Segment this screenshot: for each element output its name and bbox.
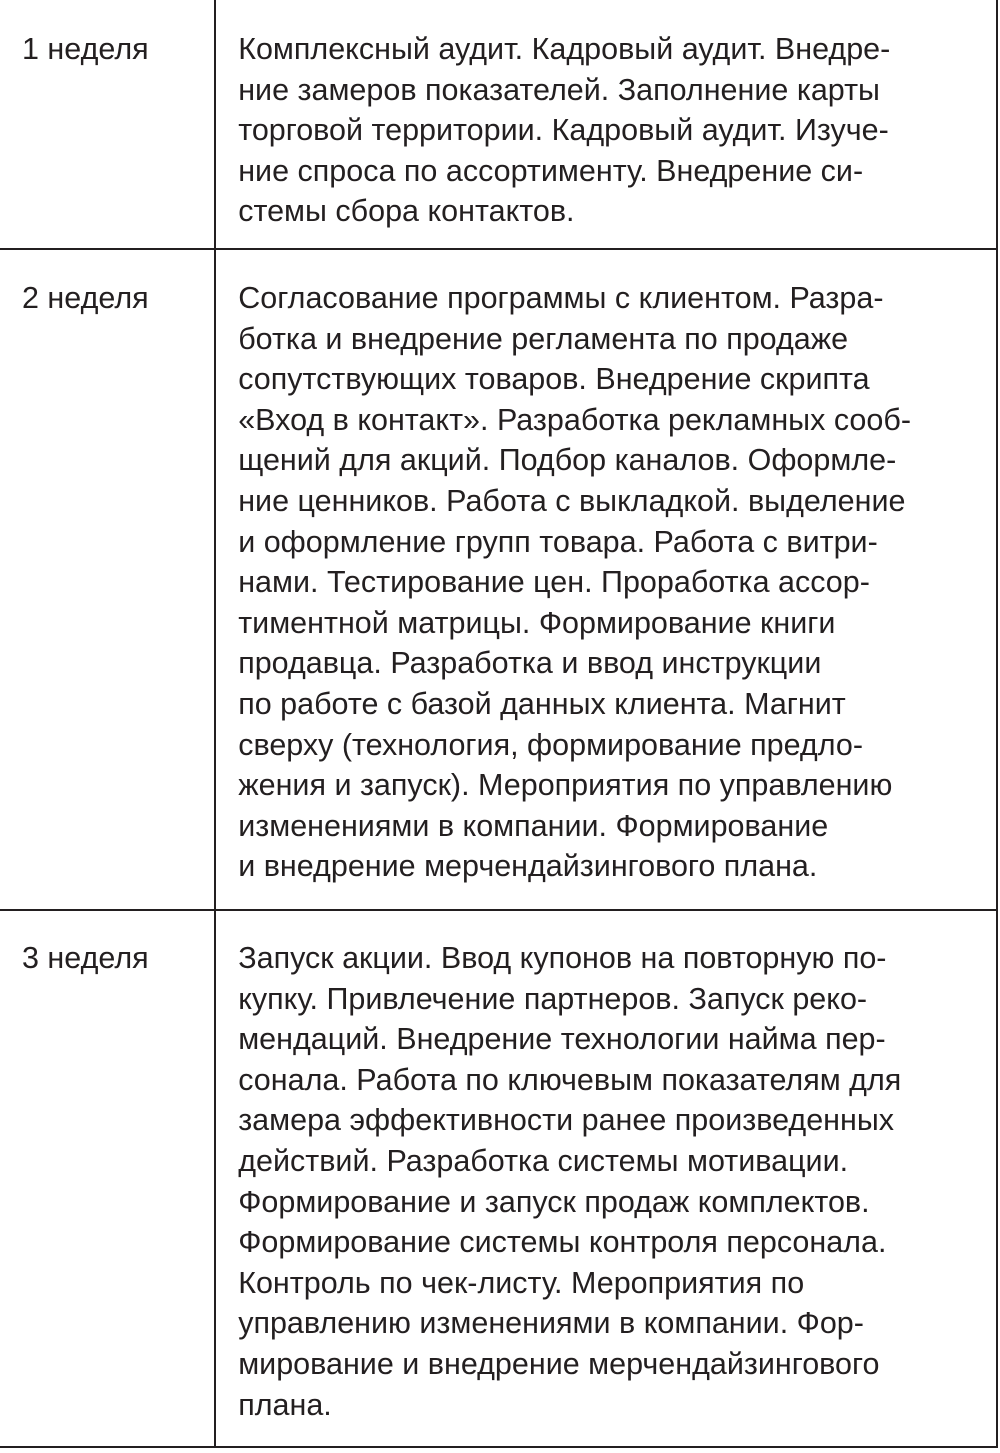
week-label: 2 неделя xyxy=(22,281,149,315)
tasks-cell xyxy=(215,910,997,1447)
task-line: «Вход в контакт». Разработка рекламных сооб- xyxy=(238,402,911,437)
task-line: ние ценников. Работа с выкладкой. выделение xyxy=(238,483,906,518)
task-line: и оформление групп товара. Работа с витри- xyxy=(238,524,878,559)
task-line: Согласование программы с клиентом. Разра- xyxy=(238,281,884,315)
task-line: Запуск акции. Ввод купонов на повторную по- xyxy=(238,941,887,975)
task-line: плана. xyxy=(238,1387,332,1422)
week-cell xyxy=(0,910,215,1447)
task-line: сонала. Работа по ключевым показателям для xyxy=(238,1062,902,1097)
task-line: по работе с базой данных клиента. Магнит xyxy=(238,686,846,721)
task-line: Формирование системы контроля персонала. xyxy=(238,1225,887,1260)
tasks-cell xyxy=(215,0,997,249)
task-line: Формирование и запуск продаж комплектов. xyxy=(238,1184,870,1219)
task-line: Контроль по чек-листу. Мероприятия по xyxy=(238,1265,805,1300)
task-line: щений для акций. Подбор каналов. Оформле- xyxy=(238,443,897,478)
task-line: действий. Разработка системы мотивации. xyxy=(238,1143,849,1178)
task-line: продавца. Разработка и ввод инструкции xyxy=(238,646,822,681)
task-line: мендаций. Внедрение технологии найма пер- xyxy=(238,1022,886,1057)
week-label: 3 неделя xyxy=(22,941,149,975)
task-line: купку. Привлечение партнеров. Запуск реко- xyxy=(238,981,868,1016)
table-row xyxy=(0,0,997,249)
task-line: изменениями в компании. Формирование xyxy=(238,808,829,843)
task-line: управлению изменениями в компании. Фор- xyxy=(238,1306,864,1341)
task-line: сопутствующих товаров. Внедрение скрипта xyxy=(238,362,870,397)
task-line: мирование и внедрение мерчендайзингового xyxy=(238,1346,880,1381)
task-line: ние замеров показателей. Заполнение карты xyxy=(238,72,880,107)
task-line: нами. Тестирование цен. Проработка ассор- xyxy=(238,565,870,600)
task-line: и внедрение мерчендайзингового плана. xyxy=(238,849,818,884)
task-line: тиментной матрицы. Формирование книги xyxy=(238,605,836,640)
table-row xyxy=(0,249,997,910)
week-cell xyxy=(0,249,215,910)
task-line: торговой территории. Кадровый аудит. Изуче- xyxy=(238,113,889,148)
task-line: Комплексный аудит. Кадровый аудит. Внедре- xyxy=(238,32,891,66)
task-line: ние спроса по ассортименту. Внедрение си- xyxy=(238,153,864,188)
task-line: сверху (технология, формирование предло- xyxy=(238,727,863,762)
task-line: жения и запуск). Мероприятия по управлению xyxy=(238,768,893,803)
week-label: 1 неделя xyxy=(22,32,149,66)
tasks-cell xyxy=(215,249,997,910)
task-line: ботка и внедрение регламента по продаже xyxy=(238,321,849,356)
week-cell xyxy=(0,0,215,249)
task-line: замера эффективности ранее произведенных xyxy=(238,1103,895,1138)
table-row xyxy=(0,910,997,1447)
task-line: стемы сбора контактов. xyxy=(238,194,575,229)
